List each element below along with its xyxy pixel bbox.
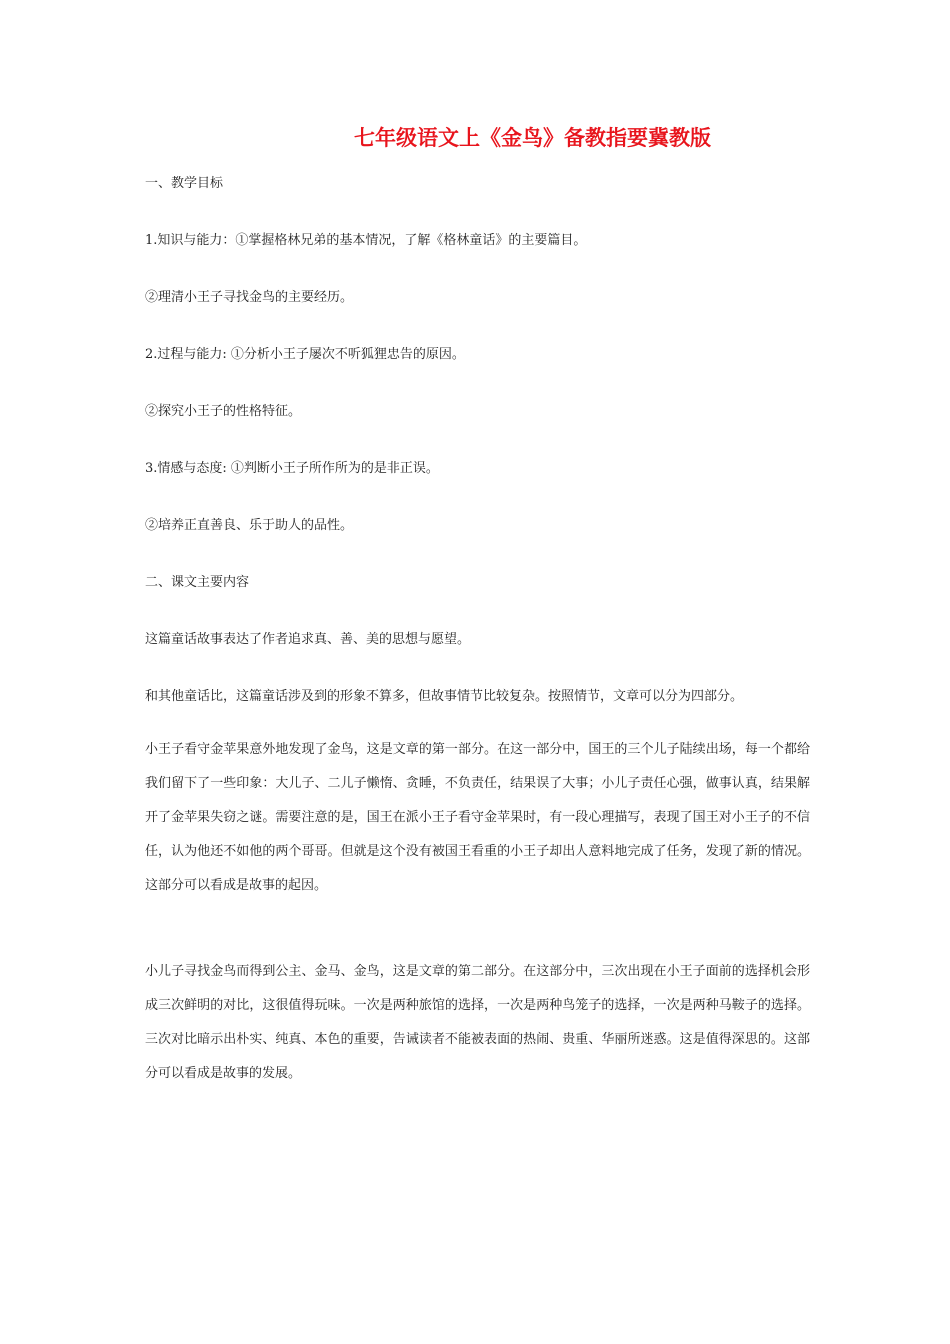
content-paragraph-3: 小王子看守金苹果意外地发现了金鸟，这是文章的第一部分。在这一部分中，国王的三个儿子陆续出场，每一个都给我们留下了一些印象：大儿子、二儿子懒惰、贪睡，不负责任，结果误了大事；小儿子责任心强，做事认真，结果解开了金苹果失窃之谜。需要注意的是，国王在派小王子看守金苹果时，有一段心理描写，表现了国王对小王子的不信任，认为他还不如他的两个哥哥。但就是这个没有被国王看重的小王子却出人意料地完成了任务，发现了新的情况。这部分可以看成是故事的起因。 bbox=[145, 742, 810, 893]
content-paragraph-4: 小儿子寻找金鸟而得到公主、金马、金鸟，这是文章的第二部分。在这部分中，三次出现在小王子面前的选择机会形成三次鲜明的对比，这很值得玩味。一次是两种旅馆的选择，一次是两种鸟笼子的选择，一次是两种马鞍子的选择。三次对比暗示出朴实、纯真、本色的重要，告诫读者不能被表面的热闹、贵重、华丽所迷惑。这是值得深思的。这部分可以看成是故事的发展。 bbox=[145, 964, 810, 1081]
objective-process-2: ②探究小王子的性格特征。 bbox=[145, 404, 302, 419]
objective-knowledge-2: ②理清小王子寻找金鸟的主要经历。 bbox=[145, 290, 354, 305]
objective-emotion-2: ②培养正直善良、乐于助人的品性。 bbox=[145, 518, 354, 533]
content-paragraph-1: 这篇童话故事表达了作者追求真、善、美的思想与愿望。 bbox=[145, 632, 471, 647]
document-title: 七年级语文上《金鸟》备教指要冀教版 bbox=[354, 126, 711, 150]
section-heading-content: 二、课文主要内容 bbox=[145, 575, 250, 590]
content-paragraph-2: 和其他童话比，这篇童话涉及到的形象不算多，但故事情节比较复杂。按照情节，文章可以分为四部分。 bbox=[145, 689, 744, 704]
objective-emotion-1: 3.情感与态度: ①判断小王子所作所为的是非正误。 bbox=[145, 461, 439, 476]
objective-knowledge-1: 1.知识与能力：①掌握格林兄弟的基本情况，了解《格林童话》的主要篇目。 bbox=[145, 233, 587, 248]
objective-process-1: 2.过程与能力: ①分析小王子屡次不听狐狸忠告的原因。 bbox=[145, 347, 465, 362]
section-heading-objectives: 一、教学目标 bbox=[145, 176, 224, 191]
